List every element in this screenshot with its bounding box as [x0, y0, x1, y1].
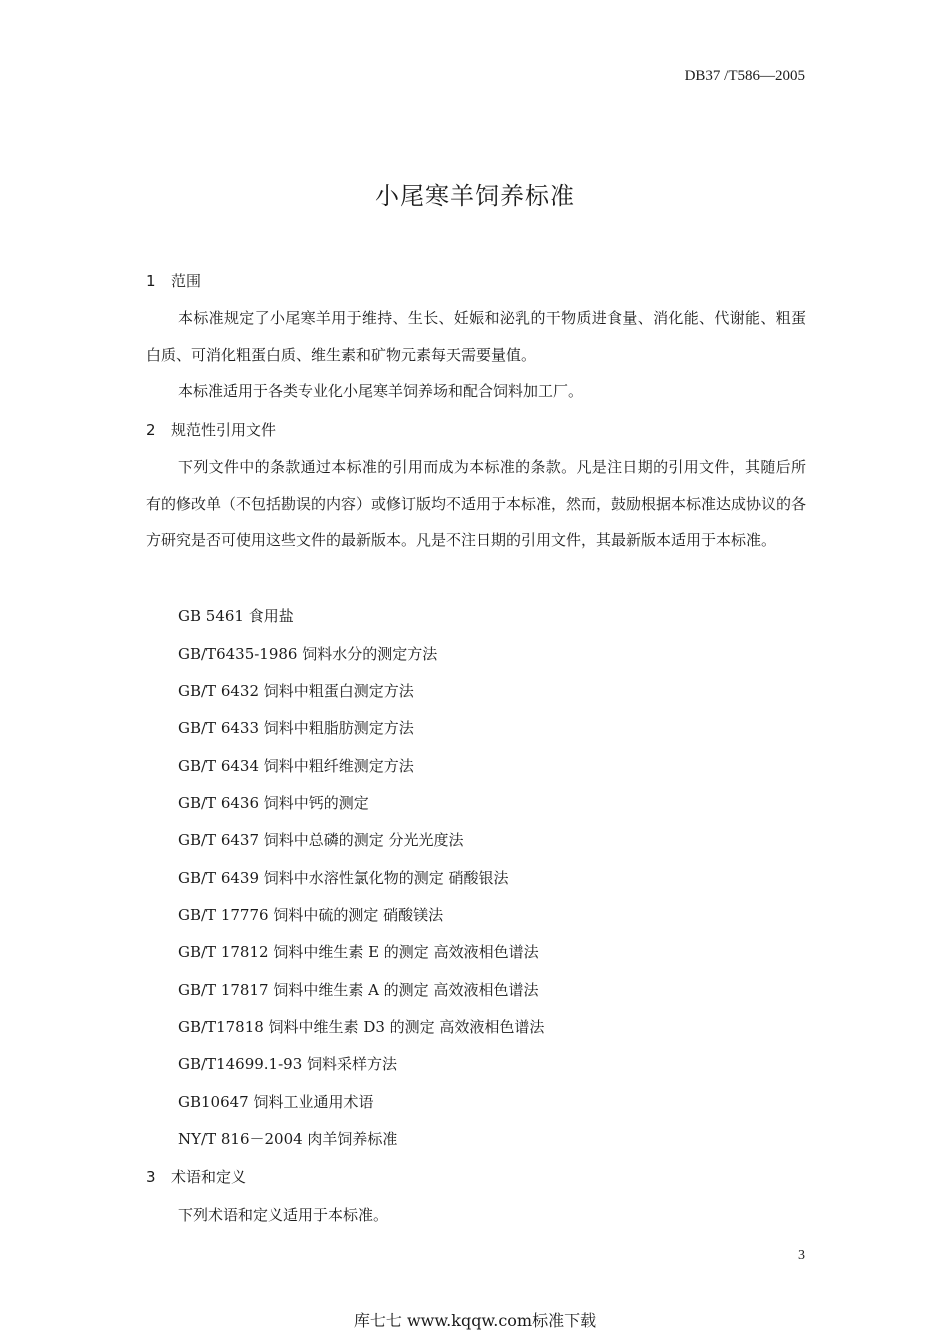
section-1-paragraph-1: 本标准规定了小尾寒羊用于维持、生长、妊娠和泌乳的干物质进食量、消化能、代谢能、粗蛋白质、可消化粗蛋白质、维生素和矿物元素每天需要量值。 — [146, 309, 806, 364]
reference-item: GB/T 17817 饲料中维生素 A 的测定 高效液相色谱法 — [178, 981, 539, 999]
footer-watermark: 库七七 www.kqqw.com标准下载 — [353, 1311, 597, 1330]
reference-item: GB/T 6439 饲料中水溶性氯化物的测定 硝酸银法 — [178, 869, 509, 887]
section-number: 1 — [146, 272, 156, 290]
section-3-heading — [146, 1166, 246, 1187]
reference-item: GB/T 6433 饲料中粗脂肪测定方法 — [178, 719, 414, 737]
section-number: 2 — [146, 421, 156, 439]
section-title: 术语和定义 — [171, 1168, 247, 1186]
page-number: 3 — [798, 1248, 805, 1263]
section-title: 规范性引用文件 — [171, 421, 277, 439]
section-number: 3 — [146, 1168, 156, 1186]
section-2-heading — [146, 419, 276, 440]
reference-item: GB/T 6432 饲料中粗蛋白测定方法 — [178, 682, 414, 700]
section-1-heading — [146, 270, 201, 291]
section-title: 范围 — [171, 272, 202, 290]
section-3-paragraph-1: 下列术语和定义适用于本标准。 — [178, 1206, 389, 1224]
reference-item: GB/T 6437 饲料中总磷的测定 分光光度法 — [178, 831, 464, 849]
reference-item: GB/T 17776 饲料中硫的测定 硝酸镁法 — [178, 906, 444, 924]
reference-item: GB/T6435-1986 饲料水分的测定方法 — [178, 645, 438, 663]
reference-item: GB/T 6434 饲料中粗纤维测定方法 — [178, 757, 414, 775]
reference-item: GB/T17818 饲料中维生素 D3 的测定 高效液相色谱法 — [178, 1018, 545, 1036]
reference-item: GB/T 17812 饲料中维生素 E 的测定 高效液相色谱法 — [178, 943, 539, 961]
standard-code: DB37 /T586—2005 — [684, 68, 805, 84]
reference-item: GB/T 6436 饲料中钙的测定 — [178, 794, 369, 812]
reference-item: GB10647 饲料工业通用术语 — [178, 1093, 374, 1111]
reference-item: GB 5461 食用盐 — [178, 607, 294, 625]
section-1-paragraph-2: 本标准适用于各类专业化小尾寒羊饲养场和配合饲料加工厂。 — [178, 382, 584, 400]
reference-item: GB/T14699.1-93 饲料采样方法 — [178, 1055, 398, 1073]
section-2-paragraph-1: 下列文件中的条款通过本标准的引用而成为本标准的条款。凡是注日期的引用文件，其随后所有的修改单（不包括勘误的内容）或修订版均不适用于本标准，然而，鼓励根据本标准达成协议的各方研究是否可使用这些文件的最新版本。凡是不注日期的引用文件，其最新版本适用于本标准。 — [146, 458, 807, 549]
reference-item: NY/T 816－2004 肉羊饲养标准 — [178, 1130, 398, 1148]
document-title: 小尾寒羊饲养标准 — [375, 182, 575, 210]
